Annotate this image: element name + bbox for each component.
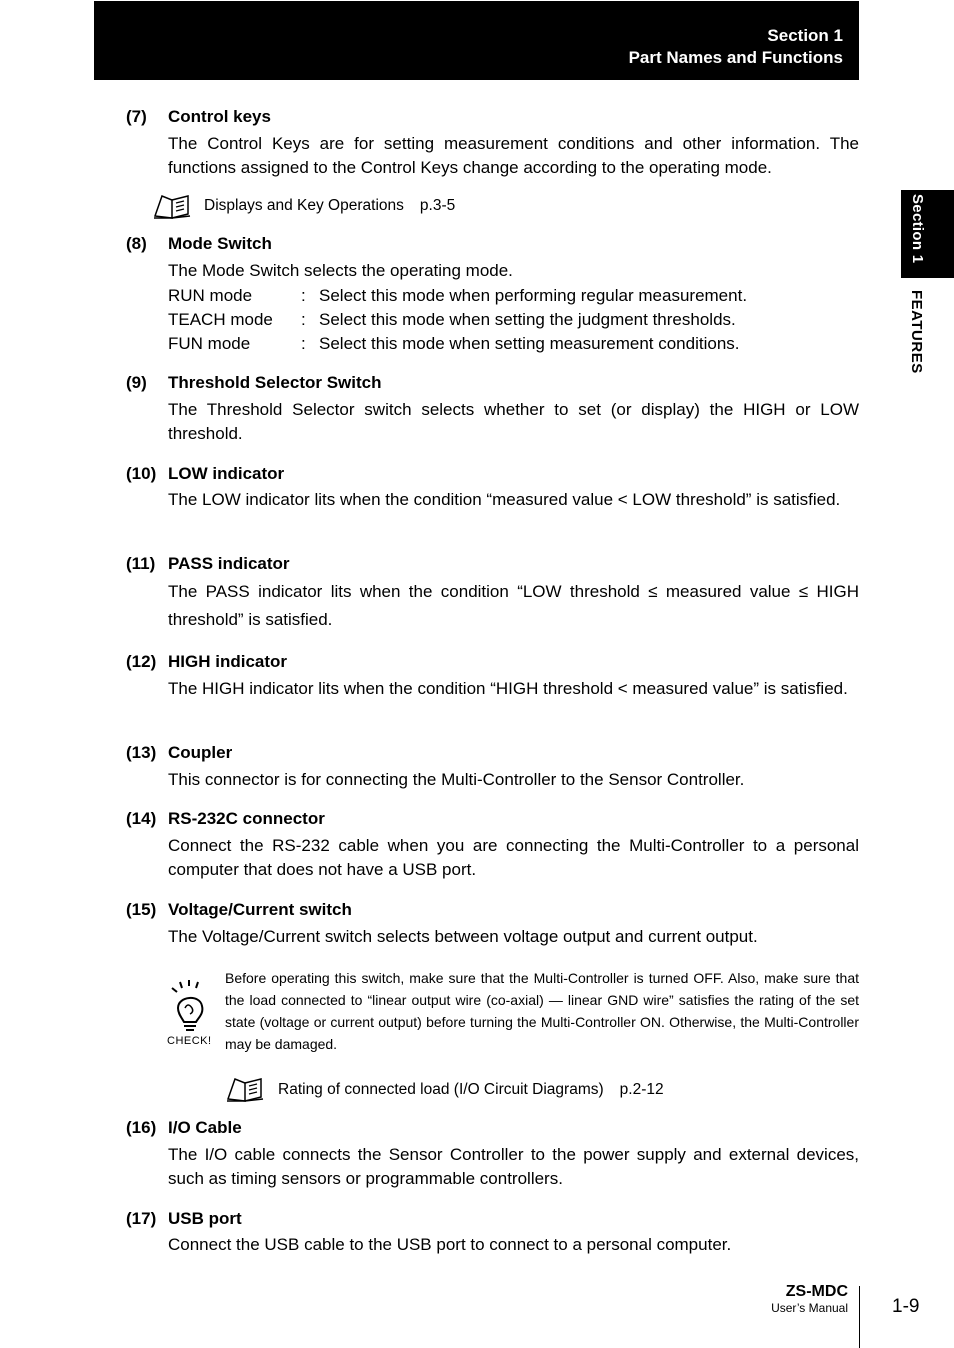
item-heading [126,107,271,127]
item-title: LOW indicator [168,464,285,483]
mode-desc: Select this mode when performing regular measurement. [319,286,748,305]
item-number: (9) [126,373,147,392]
check-note-text: Before operating this switch, make sure that the Multi-Controller is turned OFF. Also, make sure that the load connected to “linear output wire (co-axial) — linear GND wire” satisfies the rating of the set state (voltage or current output) before turning the Multi-Controller ON. Otherwise, the Multi-Controller may be damaged. [225,970,859,1052]
item-title: Mode Switch [168,234,272,253]
item-heading [126,234,272,254]
reference-link[interactable] [204,197,455,215]
mode-desc: Select this mode when setting measurement conditions. [319,334,740,353]
item-number: (10) [126,464,157,483]
item-number: (13) [126,743,157,762]
footer-divider [859,1286,860,1348]
item-heading [126,1118,242,1138]
item-number: (7) [126,107,147,126]
check-lightbulb-icon [166,978,214,1034]
section-header [94,1,859,80]
mode-row [168,286,747,306]
item-text: Connect the RS-232 cable when you are connecting the Multi-Controller to a personal computer that does not have a USB port. [168,836,859,879]
check-note-icon-block [166,978,214,1050]
check-label: CHECK! [167,1035,212,1047]
book-reference-icon [152,192,192,220]
reference-link[interactable] [278,1081,664,1099]
mode-desc: Select this mode when setting the judgment thresholds. [319,310,736,329]
item-number: (15) [126,900,157,919]
mode-sep: : [301,310,306,329]
item-title: Threshold Selector Switch [168,373,382,392]
item-number: (16) [126,1118,157,1137]
book-reference-icon [225,1075,265,1103]
reference-page: p.2-12 [619,1081,664,1098]
mode-name: FUN mode [168,334,251,353]
item-text: Connect the USB cable to the USB port to connect to a personal computer. [168,1235,732,1254]
reference-text: Rating of connected load (I/O Circuit Diagrams) [278,1081,604,1098]
footer-manual: User’s Manual [771,1301,848,1315]
header-section: Section 1 [767,26,843,45]
mode-row [168,310,736,330]
mode-name: RUN mode [168,286,253,305]
item-title: Coupler [168,743,233,762]
item-text: The HIGH indicator lits when the condition “HIGH threshold < measured value” is satisfied. [168,679,848,698]
item-text: The Threshold Selector switch selects whether to set (or display) the HIGH or LOW threshold. [168,400,859,443]
item-heading [126,652,287,672]
item-number: (17) [126,1209,157,1228]
item-number: (11) [126,554,156,573]
item-text: The Mode Switch selects the operating mode. [168,261,513,280]
item-title: I/O Cable [168,1118,242,1137]
item-number: (14) [126,809,157,828]
item-text: The LOW indicator lits when the condition “measured value < LOW threshold” is satisfied. [168,490,841,509]
item-text: The Voltage/Current switch selects between voltage output and current output. [168,927,758,946]
item-title: Voltage/Current switch [168,900,352,919]
item-heading [126,554,290,574]
side-section-tab [901,190,954,278]
item-text: The PASS indicator lits when the condition “LOW threshold ≤ measured value ≤ HIGH threshold” is satisfied. [168,582,859,629]
reference-page: p.3-5 [419,197,456,214]
mode-name: TEACH mode [168,310,273,329]
side-features-label: FEATURES [908,290,925,374]
item-title: USB port [168,1209,242,1228]
item-number: (8) [126,234,147,253]
reference-text: Displays and Key Operations [204,197,404,214]
mode-row [168,334,740,354]
mode-sep: : [301,334,306,353]
item-heading [126,373,382,393]
item-title: PASS indicator [168,554,290,573]
item-title: HIGH indicator [168,652,288,671]
item-heading [126,809,325,829]
item-text: The Control Keys are for setting measurement conditions and other information. The functions assigned to the Control Keys change according to the operating mode. [168,134,859,177]
item-text: This connector is for connecting the Multi-Controller to the Sensor Controller. [168,770,745,789]
item-heading [126,900,352,920]
item-heading [126,464,284,484]
page-number: 1-9 [892,1296,920,1317]
item-text: The I/O cable connects the Sensor Controller to the power supply and external devices, such as timing sensors or programmable controllers. [168,1145,859,1188]
header-title: Part Names and Functions [628,48,843,67]
item-number: (12) [126,652,157,671]
footer-product: ZS-MDC [785,1283,848,1300]
mode-sep: : [301,286,306,305]
item-title: Control keys [168,107,271,126]
side-tab-section: Section 1 [909,194,926,264]
item-heading [126,1209,242,1229]
item-title: RS-232C connector [168,809,325,828]
item-heading [126,743,232,763]
